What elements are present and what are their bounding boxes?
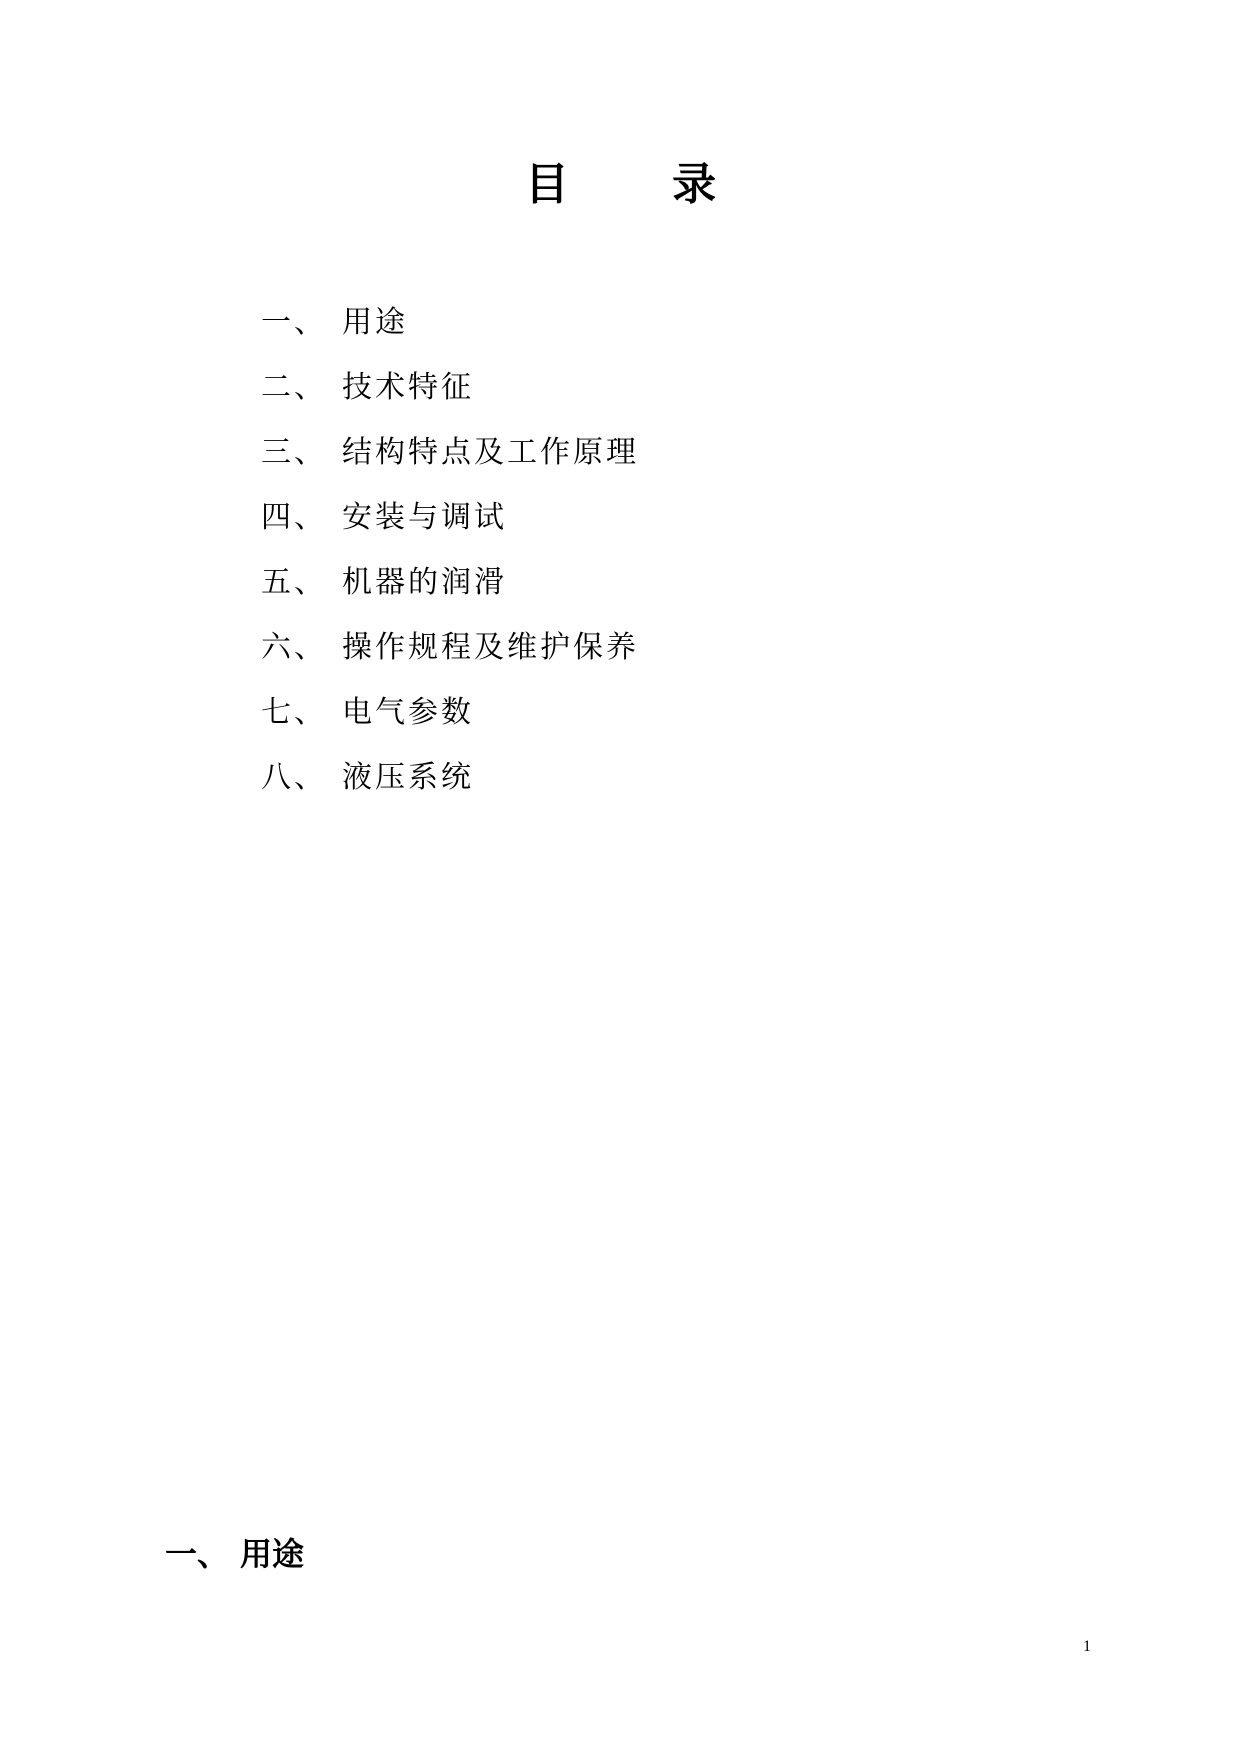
toc-item[interactable] (261, 290, 639, 355)
toc-list (261, 290, 639, 810)
toc-item-number: 一、 (261, 304, 327, 340)
toc-title: 目 录 (524, 159, 761, 210)
toc-item-text: 机器的润滑 (342, 564, 507, 600)
toc-item-text: 用途 (342, 304, 408, 340)
toc-item-text: 液压系统 (342, 759, 474, 795)
toc-item-number: 七、 (261, 694, 327, 730)
section-heading-number: 一、 (165, 1535, 230, 1573)
section-heading-text: 用途 (240, 1535, 305, 1573)
toc-item[interactable] (261, 615, 639, 680)
toc-item[interactable] (261, 420, 639, 485)
toc-item-text: 安装与调试 (342, 499, 507, 535)
toc-item-number: 八、 (261, 759, 327, 795)
toc-item-text: 技术特征 (342, 369, 474, 405)
toc-item[interactable] (261, 485, 639, 550)
toc-item-number: 四、 (261, 499, 327, 535)
section-heading (165, 1532, 304, 1576)
toc-item-text: 电气参数 (342, 694, 474, 730)
toc-item-number: 五、 (261, 564, 327, 600)
toc-item-text: 结构特点及工作原理 (342, 434, 639, 470)
toc-item[interactable] (261, 680, 639, 745)
toc-item-number: 二、 (261, 369, 327, 405)
toc-item-number: 六、 (261, 629, 327, 665)
toc-item-text: 操作规程及维护保养 (342, 629, 639, 665)
toc-item[interactable] (261, 745, 639, 810)
page-number: 1 (1083, 1638, 1091, 1655)
toc-item[interactable] (261, 355, 639, 420)
toc-item[interactable] (261, 550, 639, 615)
toc-item-number: 三、 (261, 434, 327, 470)
